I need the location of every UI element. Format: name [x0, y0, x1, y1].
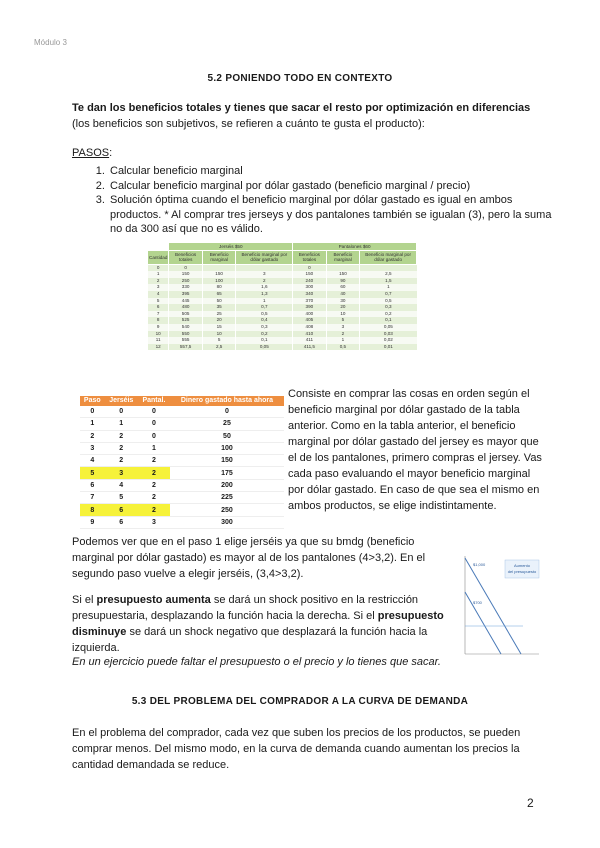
table-row [148, 317, 417, 324]
table-cell: 80 [202, 284, 236, 291]
table-cell: 0 [80, 406, 105, 418]
table-cell: 5 [326, 317, 360, 324]
table-cell: 100 [202, 278, 236, 285]
table-row [148, 344, 417, 351]
pasos-heading: PASOS: [72, 147, 113, 159]
legend-line1: Aumento [513, 563, 531, 568]
table-cell: 175 [170, 467, 284, 479]
table-cell: 0,5 [236, 311, 293, 318]
table-cell: 100 [170, 442, 284, 454]
table-cell: 25 [170, 418, 284, 430]
tag-mid: $700 [473, 600, 482, 605]
t1-col-header: Beneficio marginal por dólar gastado [360, 251, 417, 264]
table-row [80, 455, 284, 467]
table-cell: 400 [293, 311, 326, 318]
table-cell: 60 [326, 284, 360, 291]
table-cell: 0,5 [360, 298, 417, 305]
table-cell: 1 [138, 442, 170, 454]
table-row [148, 284, 417, 291]
table-cell: 50 [202, 298, 236, 305]
table-cell: 390 [293, 304, 326, 311]
table-row [80, 479, 284, 491]
group-header-pantalones: Pantalones $60 [293, 243, 417, 251]
table-cell: 1 [326, 337, 360, 344]
table-cell: 0,02 [360, 337, 417, 344]
table-cell: 340 [293, 291, 326, 298]
table-row [80, 467, 284, 479]
table-cell: 200 [170, 479, 284, 491]
table-row [80, 504, 284, 516]
table-cell: 2 [326, 331, 360, 338]
side-explanation: Consiste en comprar las cosas en orden según el beneficio marginal por dólar gastado de la tabla anterior. Como en la tabla anterior, el beneficio marginal por dólar gastado del jersey es mayor que el de los pantalones, primero compras el jersey. Vas cada paso evaluando el mayor beneficio marginal por dólar gastado. En caso de que sea el mismo en ambos productos, se elige indistintamente. [288, 388, 542, 512]
table-cell: 411,5 [293, 344, 326, 351]
table-row [148, 264, 417, 271]
table-cell: 8 [148, 317, 169, 324]
table-cell: 0,05 [360, 324, 417, 331]
table-cell: 505 [169, 311, 202, 318]
table-cell: 50 [170, 430, 284, 442]
table-cell: 1 [80, 418, 105, 430]
table-cell: 30 [326, 298, 360, 305]
budget-shift-chart-svg [453, 552, 543, 662]
table-row [148, 337, 417, 344]
table-cell: 4 [105, 479, 138, 491]
step1-paragraph: Podemos ver que en el paso 1 elige jerséis ya que su bmdg (beneficio marginal por dólar gastado) es mayor al de los pantalones (4>3,2). En el segundo paso vuelve a elegir jerséis, (3,4>3,2). [72, 536, 426, 580]
table-row [148, 304, 417, 311]
table-cell: 2,5 [360, 271, 417, 278]
table-cell: 4 [80, 455, 105, 467]
t1-col-header: Beneficios totales [293, 251, 326, 264]
tag-top: $1,000 [473, 562, 486, 567]
table-cell: 410 [293, 331, 326, 338]
table-cell: 250 [170, 504, 284, 516]
t2-col-header: Pantal. [138, 396, 170, 406]
table-cell: 0,1 [236, 337, 293, 344]
steps-list [90, 164, 553, 237]
table-cell: 6 [80, 479, 105, 491]
table-cell: 10 [202, 331, 236, 338]
budget-decrease: presupuesto disminuye [72, 610, 444, 638]
table-row [80, 418, 284, 430]
intro-paragraph [72, 100, 542, 132]
table-cell: 12 [148, 344, 169, 351]
table-cell: 7 [80, 492, 105, 504]
table-cell: 150 [170, 455, 284, 467]
table-row [148, 331, 417, 338]
table-cell: 2 [105, 455, 138, 467]
table-cell: 90 [326, 278, 360, 285]
table-cell: 0,2 [236, 331, 293, 338]
table-cell: 3 [80, 442, 105, 454]
table-cell: 1,6 [236, 284, 293, 291]
table-cell: 10 [148, 331, 169, 338]
table-cell [360, 264, 417, 271]
table-cell: 250 [169, 278, 202, 285]
table-cell: 6 [148, 304, 169, 311]
table-row [80, 430, 284, 442]
budget-text: Si el [72, 594, 97, 606]
table-cell: 0,7 [360, 291, 417, 298]
table-cell: 1 [105, 418, 138, 430]
table-cell: 6 [105, 516, 138, 528]
table-cell: 3 [148, 284, 169, 291]
table-cell: 300 [293, 284, 326, 291]
table-cell: 408 [293, 324, 326, 331]
table-cell: 540 [169, 324, 202, 331]
table-cell: 5 [80, 467, 105, 479]
table-cell: 370 [293, 298, 326, 305]
table-cell: 2 [138, 455, 170, 467]
step-item: 2. Calcular beneficio marginal por dólar gastado (beneficio marginal / precio) [108, 179, 553, 194]
intro-rest: (los beneficios son subjetivos, se refieren a cuánto te gusta el producto): [72, 118, 425, 130]
table-cell: 2 [138, 504, 170, 516]
page-number: 2 [527, 796, 534, 810]
budget-text: se dará un shock positivo en la restricción presupuestaria, desplazando la función hacia la derecha. Si el [72, 594, 419, 622]
table-row [148, 298, 417, 305]
table-cell: 1 [236, 298, 293, 305]
table-cell: 480 [169, 304, 202, 311]
table-cell: 0 [138, 430, 170, 442]
table-cell [236, 264, 293, 271]
closing-paragraph: En el problema del comprador, cada vez que suben los precios de los productos, se pueden comprar menos. Del mismo modo, en la curva de demanda cuando aumentan los precios la cantidad demandada se reduce. [72, 727, 521, 771]
table-row [148, 291, 417, 298]
table-cell: 150 [293, 271, 326, 278]
table-cell: 0,3 [236, 324, 293, 331]
table-cell: 2,5 [202, 344, 236, 351]
table-cell: 2 [148, 278, 169, 285]
table-cell: 10 [326, 311, 360, 318]
purchase-steps-table-image [80, 396, 284, 529]
table-cell: 3 [138, 516, 170, 528]
t2-col-header: Dinero gastado hasta ahora [170, 396, 284, 406]
budget-increase: presupuesto aumenta [96, 594, 211, 606]
table-cell: 550 [169, 331, 202, 338]
table-cell: 525 [169, 317, 202, 324]
table-cell: 6 [105, 504, 138, 516]
table-cell: 0,5 [326, 344, 360, 351]
table-row [148, 278, 417, 285]
table-cell: 330 [169, 284, 202, 291]
table-cell: 4 [148, 291, 169, 298]
table-cell: 2 [80, 430, 105, 442]
table-cell: 11 [148, 337, 169, 344]
table-cell [202, 264, 236, 271]
marginal-benefit-table [147, 242, 417, 350]
step-item: 1. Calcular beneficio marginal [108, 164, 553, 179]
table-row [80, 406, 284, 418]
table-cell: 2 [105, 442, 138, 454]
table-cell: 0,05 [236, 344, 293, 351]
table-cell [326, 264, 360, 271]
table-cell: 8 [80, 504, 105, 516]
section-title-5-3: 5.3 DEL PROBLEMA DEL COMPRADOR A LA CURVA DE DEMANDA [131, 696, 469, 707]
table-row [148, 324, 417, 331]
table-cell: 0 [138, 406, 170, 418]
table-cell: 3 [105, 467, 138, 479]
t1-col-header: Cantidad [148, 251, 169, 264]
table-row [80, 516, 284, 528]
table-cell: 35 [202, 304, 236, 311]
table-cell: 9 [148, 324, 169, 331]
t1-col-header: Beneficio marginal por dólar gastado [236, 251, 293, 264]
table-cell: 2 [138, 492, 170, 504]
marginal-benefit-table-image [147, 242, 417, 350]
table-cell: 1,3 [236, 291, 293, 298]
table-cell: 555 [169, 337, 202, 344]
legend-line2: del presupuesto [507, 569, 537, 574]
table-cell: 0 [170, 406, 284, 418]
t1-col-header: Beneficios totales [169, 251, 202, 264]
table-row [80, 442, 284, 454]
table-cell: 0,1 [360, 317, 417, 324]
table-cell: 2 [138, 479, 170, 491]
table-cell: 2 [138, 467, 170, 479]
t2-col-header: Jerséis [105, 396, 138, 406]
table-cell: 0,7 [236, 304, 293, 311]
table-cell: 65 [202, 291, 236, 298]
intro-bold: Te dan los beneficios totales y tienes que sacar el resto por optimización en diferencias [72, 102, 531, 114]
table-cell: 411 [293, 337, 326, 344]
table-cell: 0,03 [360, 331, 417, 338]
table-cell: 0,01 [360, 344, 417, 351]
table-cell: 150 [202, 271, 236, 278]
section-title-5-2: 5.2 PONIENDO TODO EN CONTEXTO [207, 73, 393, 84]
table-cell: 0 [138, 418, 170, 430]
budget-text: se dará un shock negativo que desplazará la función hacia la izquierda. [72, 626, 428, 654]
purchase-steps-table [80, 396, 284, 529]
table-cell: 5 [202, 337, 236, 344]
table-row [148, 311, 417, 318]
table-cell: 2 [236, 278, 293, 285]
table-cell: 0 [169, 264, 202, 271]
module-header: Módulo 3 [34, 38, 67, 47]
table-cell: 150 [326, 271, 360, 278]
table-cell: 25 [202, 311, 236, 318]
table-cell: 5 [105, 492, 138, 504]
table-row [80, 492, 284, 504]
t2-col-header: Paso [80, 396, 105, 406]
table-cell: 1,5 [360, 278, 417, 285]
table-cell: 240 [293, 278, 326, 285]
table-row [148, 271, 417, 278]
table-cell: 0 [293, 264, 326, 271]
table-cell: 0,2 [360, 311, 417, 318]
step-item: 3. Solución óptima cuando el beneficio marginal por dólar gastado es igual en ambos productos. * Al comprar tres jerseys y dos pantalones también se igualan (3), pero la suma no da 300 así que no es válido. [108, 193, 553, 237]
italic-note: En un ejercicio puede faltar el presupuesto o el precio y lo tienes que sacar. [72, 656, 441, 668]
table-cell: 300 [170, 516, 284, 528]
t1-col-header: Beneficio marginal [326, 251, 360, 264]
table-cell: 3 [326, 324, 360, 331]
budget-shift-chart [453, 552, 543, 662]
table-cell: 0 [148, 264, 169, 271]
table-cell: 3 [236, 271, 293, 278]
table-cell: 2 [105, 430, 138, 442]
table-cell: 395 [169, 291, 202, 298]
table-cell: 20 [202, 317, 236, 324]
table-cell: 9 [80, 516, 105, 528]
table-cell: 557,5 [169, 344, 202, 351]
table-cell: 20 [326, 304, 360, 311]
table-cell: 0,4 [236, 317, 293, 324]
table-cell: 7 [148, 311, 169, 318]
table-cell: 150 [169, 271, 202, 278]
t1-col-header: Beneficio marginal [202, 251, 236, 264]
table-cell: 5 [148, 298, 169, 305]
table-cell: 0,3 [360, 304, 417, 311]
table-cell: 445 [169, 298, 202, 305]
budget-paragraph [72, 592, 450, 656]
table-cell: 0 [105, 406, 138, 418]
pasos-label: PASOS [72, 147, 110, 159]
table-cell: 1 [148, 271, 169, 278]
table-cell: 40 [326, 291, 360, 298]
group-header-jerseis: Jerséis $50 [169, 243, 293, 251]
table-cell: 1 [360, 284, 417, 291]
table-cell: 225 [170, 492, 284, 504]
table-cell: 405 [293, 317, 326, 324]
table-cell: 15 [202, 324, 236, 331]
